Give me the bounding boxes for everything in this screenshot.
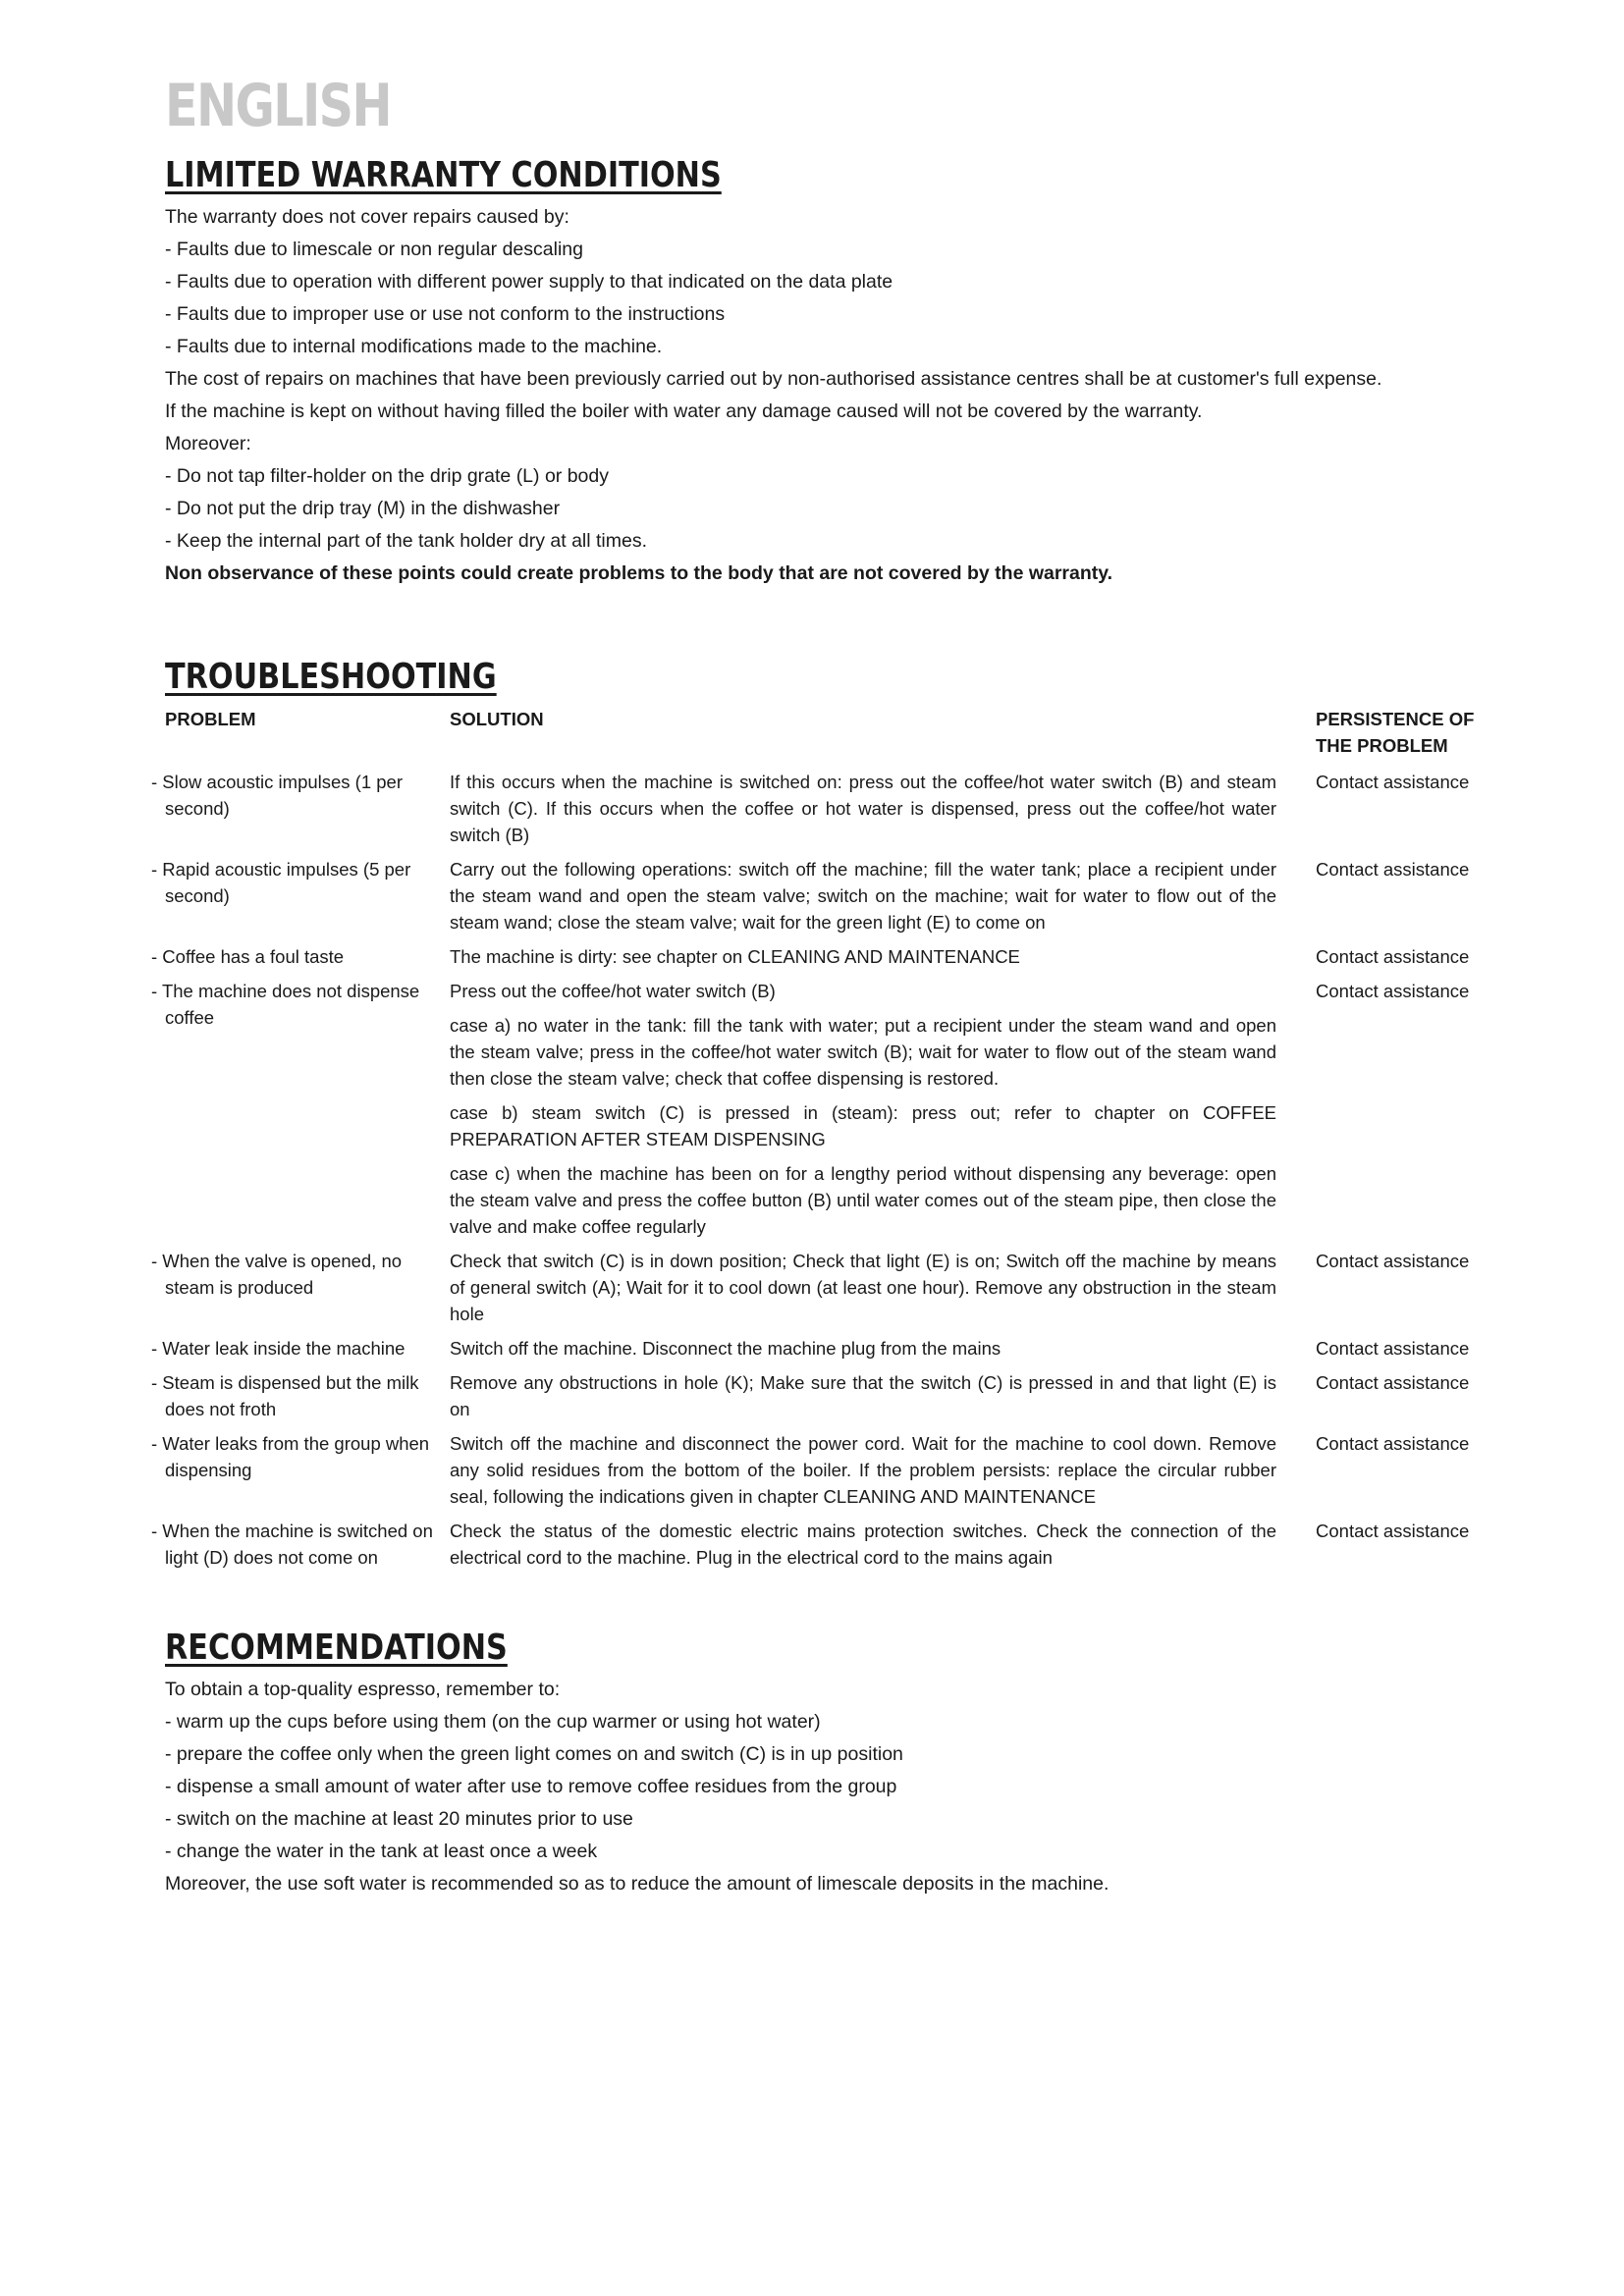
persistence-cell: Contact assistance xyxy=(1316,1250,1470,1271)
table-row xyxy=(165,1248,1481,1335)
problem-cell: - Rapid acoustic impulses (5 per second) xyxy=(151,858,411,906)
troubleshooting-title: TROUBLESHOOTING xyxy=(165,657,497,698)
problem-cell: - The machine does not dispense coffee xyxy=(151,980,420,1028)
solution-cell xyxy=(450,1430,1316,1518)
table-row xyxy=(165,1518,1481,1578)
solution-cell xyxy=(450,978,1316,1248)
warranty-section xyxy=(165,155,1481,590)
troubleshooting-section xyxy=(151,657,1481,1577)
solution-text: Carry out the following operations: switch off the machine; fill the water tank; place a recipient under the steam wand and open the steam valve; switch on the machine; wait for water to flow out of the steam wand; close the steam valve; wait for the green light (E) to come on xyxy=(450,858,1276,933)
solution-text: case b) steam switch (C) is pressed in (steam): press out; refer to chapter on COFFEE PREPARATION AFTER STEAM DISPENSING xyxy=(450,1101,1276,1149)
problem-cell: - When the machine is switched on light (D) does not come on xyxy=(151,1520,433,1568)
recommendation-item: - change the water in the tank at least once a week xyxy=(165,1841,598,1863)
solution-cell xyxy=(450,1518,1316,1578)
header-persistence: PERSISTENCE OF THE PROBLEM xyxy=(1316,708,1475,756)
recommendations-closing: Moreover, the use soft water is recommended so as to reduce the amount of limescale deposits in the machine. xyxy=(165,1873,1110,1896)
warranty-boiler-note: If the machine is kept on without having filled the boiler with water any damage caused will not be covered by the warranty. xyxy=(165,400,1203,423)
solution-cell xyxy=(450,1335,1316,1369)
warranty-moreover: Moreover: xyxy=(165,433,251,455)
troubleshooting-body xyxy=(151,769,1481,1578)
persistence-cell: Contact assistance xyxy=(1316,945,1470,967)
table-row xyxy=(165,943,1481,978)
header-solution: SOLUTION xyxy=(450,708,544,729)
solution-text: Press out the coffee/hot water switch (B) xyxy=(450,980,776,1001)
solution-text: Check the status of the domestic electric mains protection switches. Check the connection of the electrical cord to the machine. Plug in the electrical cord to the mains again xyxy=(450,1520,1276,1568)
recommendations-section xyxy=(165,1628,1481,1900)
solution-text: case a) no water in the tank: fill the tank with water; put a recipient under the steam wand and open the steam valve; press in the coffee/hot water switch (B); wait for water to flow out of the steam wand then close the steam valve; check that coffee dispensing is restored. xyxy=(450,1014,1276,1089)
language-heading: ENGLISH xyxy=(165,72,391,140)
table-header-row xyxy=(165,706,1481,769)
warranty-rule: - Do not put the drip tray (M) in the dishwasher xyxy=(165,498,561,520)
persistence-cell: Contact assistance xyxy=(1316,980,1470,1001)
persistence-cell: Contact assistance xyxy=(1316,1371,1470,1393)
recommendation-item: - dispense a small amount of water after use to remove coffee residues from the group xyxy=(165,1776,897,1798)
problem-cell: - Water leaks from the group when dispensing xyxy=(151,1432,430,1480)
warranty-bold-note: Non observance of these points could create problems to the body that are not covered by the warranty. xyxy=(165,562,1113,585)
persistence-cell: Contact assistance xyxy=(1316,1432,1470,1454)
problem-cell: - When the valve is opened, no steam is produced xyxy=(151,1250,403,1298)
recommendations-intro: To obtain a top-quality espresso, remember to: xyxy=(165,1679,561,1701)
warranty-fault: - Faults due to internal modifications made to the machine. xyxy=(165,336,663,358)
troubleshooting-table xyxy=(151,706,1481,1578)
table-row xyxy=(165,769,1481,856)
problem-cell: - Coffee has a foul taste xyxy=(151,945,345,967)
solution-cell xyxy=(450,769,1316,856)
recommendation-item: - warm up the cups before using them (on the cup warmer or using hot water) xyxy=(165,1711,821,1734)
warranty-fault: - Faults due to limescale or non regular descaling xyxy=(165,239,583,261)
persistence-cell: Contact assistance xyxy=(1316,1520,1470,1541)
solution-text: The machine is dirty: see chapter on CLEANING AND MAINTENANCE xyxy=(450,945,1020,967)
table-row xyxy=(165,978,1481,1248)
warranty-fault: - Faults due to improper use or use not conform to the instructions xyxy=(165,303,726,326)
persistence-cell: Contact assistance xyxy=(1316,771,1470,792)
warranty-fault: - Faults due to operation with different power supply to that indicated on the data plate xyxy=(165,271,893,294)
warranty-rule: - Do not tap filter-holder on the drip grate (L) or body xyxy=(165,465,609,488)
manual-page xyxy=(151,72,1481,1900)
table-row xyxy=(165,856,1481,943)
solution-cell xyxy=(450,943,1316,978)
solution-text: case c) when the machine has been on for a lengthy period without dispensing any beverage: open the steam valve and press the coffee button (B) until water comes out of the steam pipe, then close the valve and make coffee regularly xyxy=(450,1162,1276,1237)
recommendation-item: - prepare the coffee only when the green light comes on and switch (C) is in up position xyxy=(165,1743,903,1766)
solution-cell xyxy=(450,1369,1316,1430)
recommendations-title: RECOMMENDATIONS xyxy=(165,1627,508,1668)
solution-text: Remove any obstructions in hole (K); Make sure that the switch (C) is pressed in and that light (E) is on xyxy=(450,1371,1276,1419)
warranty-rule: - Keep the internal part of the tank holder dry at all times. xyxy=(165,530,648,553)
recommendation-item: - switch on the machine at least 20 minutes prior to use xyxy=(165,1808,633,1831)
warranty-intro: The warranty does not cover repairs caused by: xyxy=(165,206,569,229)
solution-text: Check that switch (C) is in down position; Check that light (E) is on; Switch off the machine by means of general switch (A); Wait for it to cool down (at least one hour). Remove any obstruction in the steam hole xyxy=(450,1250,1276,1324)
solution-text: Switch off the machine. Disconnect the machine plug from the mains xyxy=(450,1337,1001,1359)
table-row xyxy=(165,1430,1481,1518)
solution-cell xyxy=(450,1248,1316,1335)
solution-text: Switch off the machine and disconnect the power cord. Wait for the machine to cool down. Remove any solid residues from the bottom of the boiler. If the problem persists: replace the circular rubber seal, following the indications given in chapter CLEANING AND MAINTENANCE xyxy=(450,1432,1276,1507)
table-row xyxy=(165,1335,1481,1369)
problem-cell: - Slow acoustic impulses (1 per second) xyxy=(151,771,404,819)
warranty-cost-note: The cost of repairs on machines that have been previously carried out by non-authorised assistance centres shall be at customer's full expense. xyxy=(165,368,1382,391)
persistence-cell: Contact assistance xyxy=(1316,858,1470,880)
problem-cell: - Water leak inside the machine xyxy=(151,1337,406,1359)
problem-cell: - Steam is dispensed but the milk does not froth xyxy=(151,1371,419,1419)
table-row xyxy=(165,1369,1481,1430)
solution-text: If this occurs when the machine is switched on: press out the coffee/hot water switch (B) and steam switch (C). If this occurs when the coffee or hot water is dispensed, press out the coffee/hot water switch (B) xyxy=(450,771,1276,845)
header-problem: PROBLEM xyxy=(165,708,256,729)
solution-cell xyxy=(450,856,1316,943)
persistence-cell: Contact assistance xyxy=(1316,1337,1470,1359)
warranty-title: LIMITED WARRANTY CONDITIONS xyxy=(165,155,722,195)
